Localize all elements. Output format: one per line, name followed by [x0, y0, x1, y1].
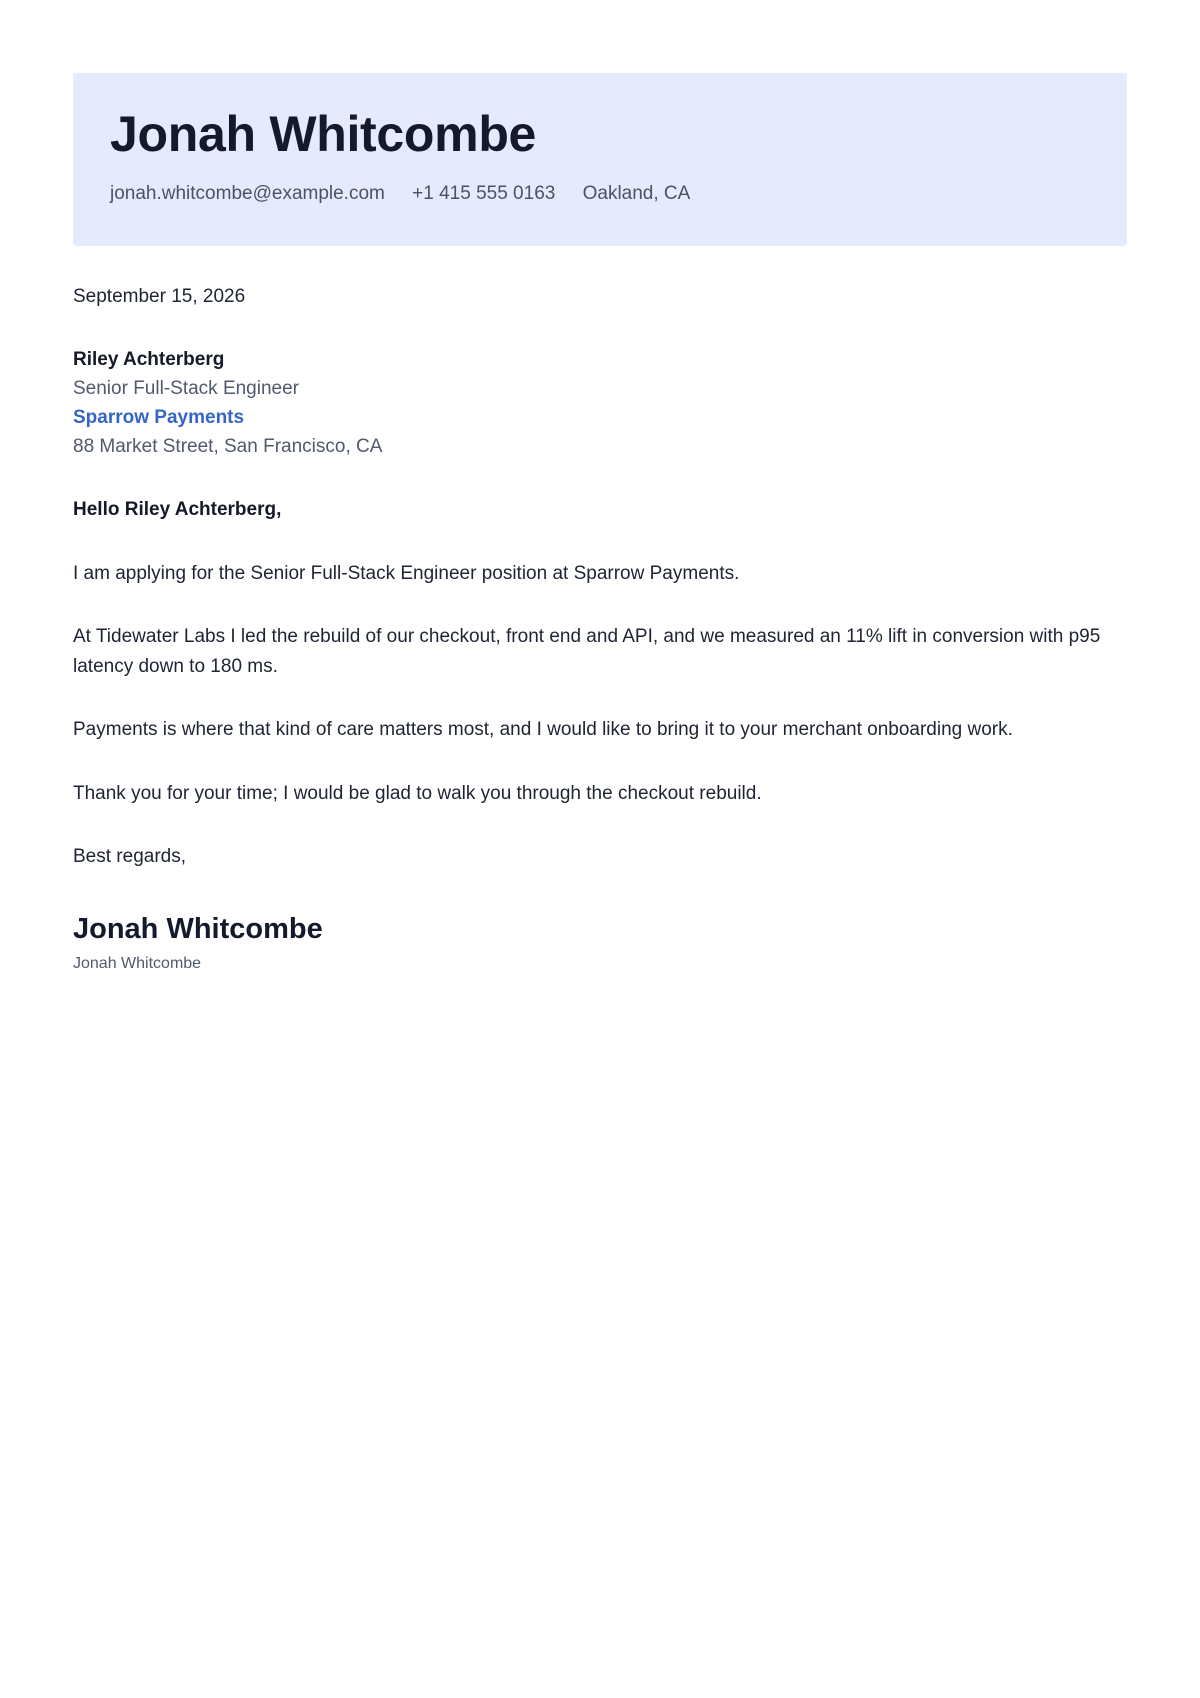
recipient-company: Sparrow Payments	[73, 407, 245, 429]
letter-body	[73, 282, 1127, 977]
closing: Best regards,	[73, 846, 186, 868]
sender-name: Jonah Whitcombe	[110, 106, 537, 162]
signature: Jonah Whitcombe	[73, 912, 323, 945]
recipient-name: Riley Achterberg	[73, 349, 225, 371]
recipient-title: Senior Full-Stack Engineer	[73, 378, 299, 400]
contact-line	[110, 183, 712, 205]
paragraph: At Tidewater Labs I led the rebuild of our checkout, front end and API, and we measured an 11% lift in conversion with p95 latency down to 180 ms.	[73, 626, 1101, 677]
paragraph: I am applying for the Senior Full-Stack Engineer position at Sparrow Payments.	[73, 562, 740, 584]
letter-header	[73, 73, 1127, 246]
recipient-address: 88 Market Street, San Francisco, CA	[73, 436, 383, 458]
recipient-block	[73, 345, 1127, 461]
printed-name: Jonah Whitcombe	[73, 955, 202, 973]
paragraph: Payments is where that kind of care matters most, and I would like to bring it to your merchant onboarding work.	[73, 719, 1013, 741]
letter-date: September 15, 2026	[73, 286, 246, 307]
sender-phone: +1 415 555 0163	[412, 183, 556, 204]
greeting: Hello Riley Achterberg,	[73, 499, 282, 521]
paragraph: Thank you for your time; I would be glad to walk you through the checkout rebuild.	[73, 782, 762, 804]
sender-email: jonah.whitcombe@example.com	[110, 183, 385, 204]
sender-location: Oakland, CA	[582, 183, 691, 204]
